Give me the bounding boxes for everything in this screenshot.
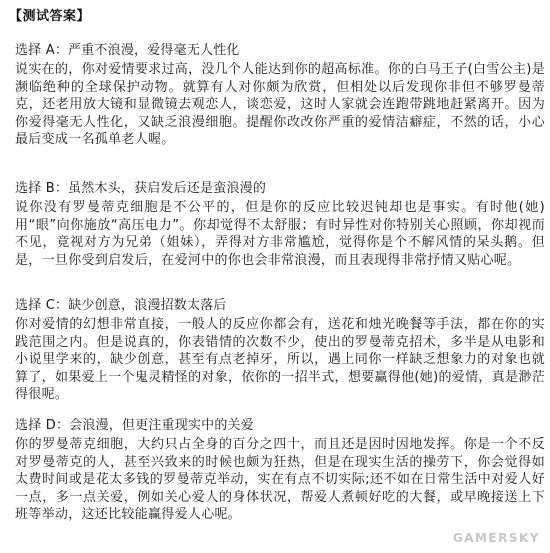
section-body-c: 你对爱情的幻想非常直接，一般人的反应你都会有，送花和烛光晚餐等手法，都在你的实践范围之内。但是说真的，你表错情的次数不少，使出的罗曼蒂克招术，多半是从电影和小说里学来的，缺少创意，甚至有点老掉牙，所以，遇上同你一样缺乏想象力的对象也就算了，如果爱上一个鬼灵精怪的对象，依你的一招半式，想要赢得他(她)的爱情，真是渺茫得很呢。	[15, 317, 545, 402]
section-body-d: 你的罗曼蒂克细胞，大约只占全身的百分之四十，而且还是因时因地发挥。你是一个不反对罗曼蒂克的人，甚至兴致来的时候也颇为狂热，但是在现实生活的操劳下，你会觉得如太费时间或是花太多钱的罗曼蒂克举动，实在有点不切实际;还不如在日常生活中对爱人好一点，多一点关爱，例如关心爱人的身体状况，帮爱人煮顿好吃的大餐，或早晚接送上下班等举动，这还比较能赢得爱人心呢。	[15, 437, 545, 522]
section-body-b: 说你没有罗曼蒂克细胞是不公平的，但是你的反应比较迟钝却也是事实。有时他(她)用“眼”向你施放“高压电力”。你却觉得不太舒服；有时异性对你特别关心照顾，你却视而不见，竟视对方为兄弟（姐妹），弄得对方非常尴尬，觉得你是个不解风情的呆头鹅。但是，一旦你受到启发后，在爱河中的你也会非常浪漫，而且表现得非常抒情又贴心呢。	[15, 200, 545, 268]
answer-section-a	[15, 42, 545, 149]
section-heading-b: 选择 B：虽然木头，获启发后还是蛮浪漫的	[15, 181, 267, 196]
section-body-a: 说实在的，你对爱情要求过高，没几个人能达到你的超高标准。你的白马王子(白雪公主)是濒临绝种的全球保护动物。就算有人对你颇为欣赏，但相处以后发现你非但不够罗曼蒂克，还老用放大镜和显微镜去观恋人，谈恋爱，这时人家就会连跑带跳地赶紧离开。因为你爱得毫无人性化，又缺乏浪漫细胞。提醒你改改你严重的爱情洁癖症，不然的话，小心最后变成一名孤单老人喔。	[15, 62, 545, 147]
section-heading-c: 选择 C：缺少创意，浪漫招数太落后	[15, 298, 227, 313]
page-title: 【测试答案】	[9, 9, 91, 24]
section-heading-d: 选择 D：会浪漫，但更注重现实中的关爱	[15, 418, 254, 433]
site-watermark: GAMERSKY	[452, 531, 540, 545]
answer-section-c	[15, 297, 545, 404]
answer-section-b	[15, 180, 545, 269]
section-heading-a: 选择 A：严重不浪漫，爱得毫无人性化	[15, 43, 240, 58]
answer-section-d	[15, 417, 545, 524]
